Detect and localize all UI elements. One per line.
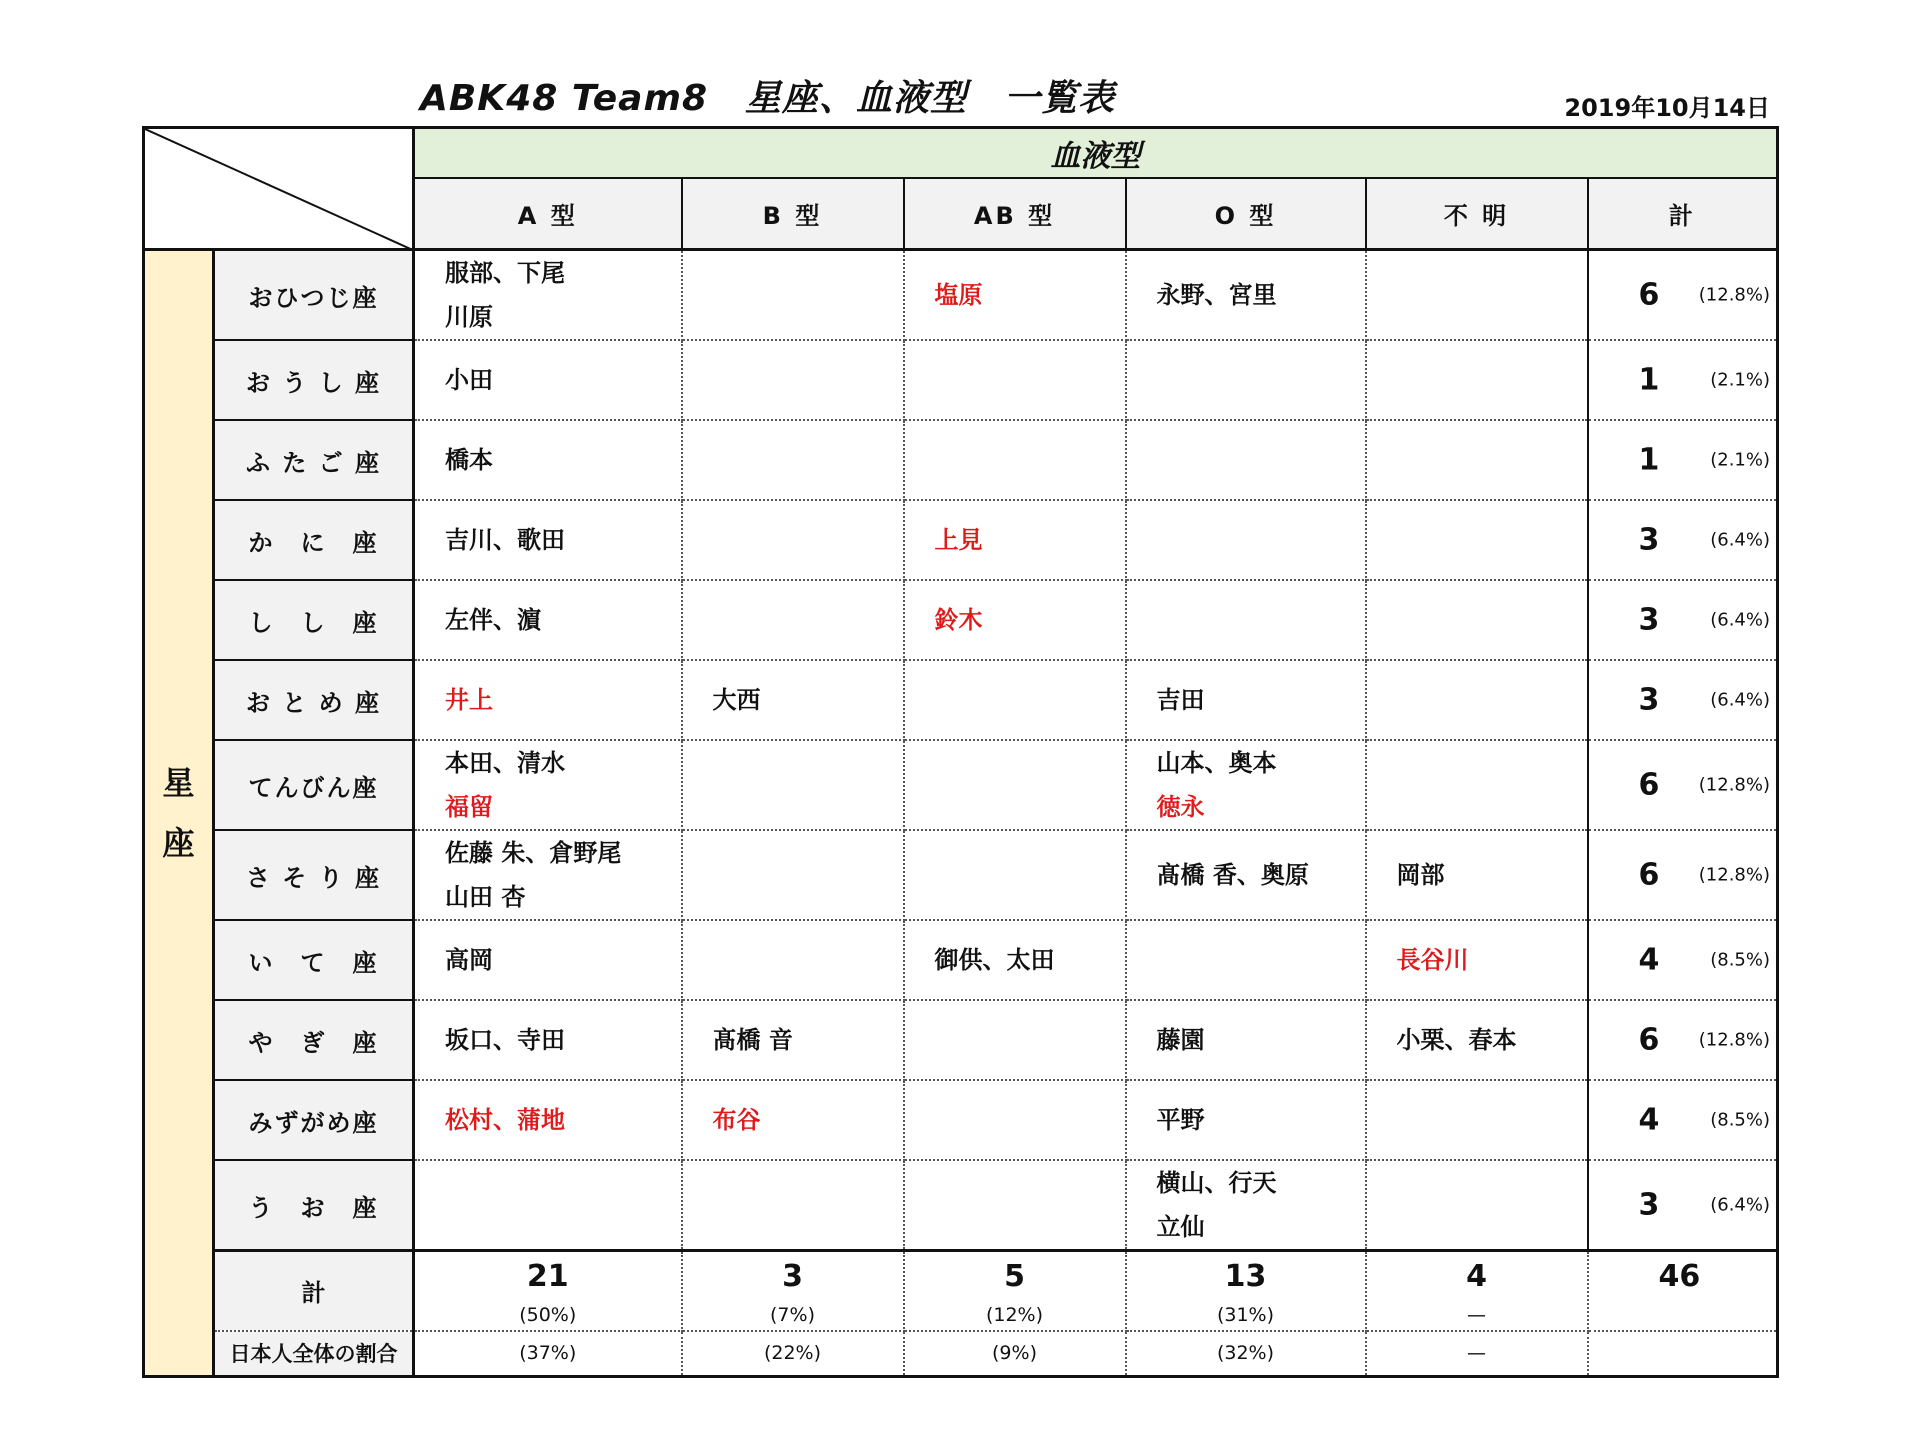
row-total-count: 3 [1638, 1187, 1660, 1223]
member-cell [1126, 340, 1366, 420]
member-cell [682, 500, 904, 580]
table-row [144, 740, 1778, 830]
member-names: 髙橋 香、奥原 [1156, 861, 1309, 889]
ratio-blank-cell [1588, 1331, 1778, 1377]
member-cell [904, 580, 1126, 660]
member-names: 川原 [445, 303, 493, 331]
row-total-percent: (2.1%) [1710, 369, 1770, 391]
member-cell [682, 250, 904, 341]
member-names: 松村、蒲地 [445, 1106, 565, 1134]
summary-percent: (31%) [1216, 1304, 1275, 1326]
row-total-count: 4 [1638, 942, 1660, 978]
summary-percent: (12%) [985, 1304, 1044, 1326]
member-names: 吉田 [1156, 686, 1205, 714]
member-cell [414, 500, 682, 580]
zodiac-sign-label: お う し 座 [214, 340, 414, 420]
ratio-cell: — [1366, 1331, 1588, 1377]
table-row [144, 500, 1778, 580]
row-total-count: 1 [1638, 362, 1660, 398]
summary-percent: (7%) [770, 1304, 815, 1326]
table-row [144, 1080, 1778, 1160]
table-row [144, 1000, 1778, 1080]
row-total-count: 6 [1638, 277, 1660, 313]
member-cell [904, 1160, 1126, 1251]
member-cell [414, 830, 682, 920]
member-names: 大西 [712, 686, 761, 714]
member-cell [414, 1000, 682, 1080]
member-cell [1126, 1000, 1366, 1080]
member-names: 山田 杏 [445, 883, 526, 911]
member-cell [1366, 830, 1588, 920]
member-cell [414, 740, 682, 830]
summary-row [144, 1251, 1778, 1331]
member-cell [904, 740, 1126, 830]
row-total-percent: (8.5%) [1710, 1109, 1770, 1131]
member-names: 左伴、濵 [445, 606, 541, 634]
row-total-percent: (2.1%) [1710, 449, 1770, 471]
row-total-percent: (12.8%) [1698, 774, 1770, 796]
zodiac-sign-label: し し 座 [214, 580, 414, 660]
row-total-cell [1588, 1000, 1778, 1080]
ratio-cell: (22%) [682, 1331, 904, 1377]
zodiac-sign-label: や ぎ 座 [214, 1000, 414, 1080]
zodiac-sign-label: か に 座 [214, 500, 414, 580]
member-cell [682, 660, 904, 740]
zodiac-group-char: 星 [162, 764, 195, 802]
member-cell [904, 920, 1126, 1000]
member-names: 鈴木 [934, 606, 983, 634]
member-cell [1126, 250, 1366, 341]
member-names: 髙橋 音 [712, 1026, 793, 1054]
member-names: 徳永 [1156, 793, 1205, 821]
table-row [144, 340, 1778, 420]
member-cell [904, 1080, 1126, 1160]
member-cell [1126, 660, 1366, 740]
zodiac-sign-label: い て 座 [214, 920, 414, 1000]
member-names: 小栗、春本 [1396, 1026, 1517, 1054]
member-cell [1366, 250, 1588, 341]
member-cell [414, 250, 682, 341]
member-cell [1366, 580, 1588, 660]
member-cell [1366, 1160, 1588, 1251]
row-total-percent: (12.8%) [1698, 284, 1770, 306]
member-names: 福留 [445, 793, 493, 821]
member-cell [1366, 500, 1588, 580]
member-cell [682, 1080, 904, 1160]
member-names: 平野 [1156, 1106, 1205, 1134]
row-total-percent: (8.5%) [1710, 949, 1770, 971]
column-header: AB 型 [904, 178, 1126, 250]
member-cell [682, 580, 904, 660]
summary-percent: (50%) [519, 1304, 577, 1326]
member-cell [904, 420, 1126, 500]
blood-type-group-header: 血液型 [414, 128, 1778, 178]
grand-total: 46 [1588, 1251, 1778, 1331]
row-total-cell [1588, 420, 1778, 500]
member-cell [682, 740, 904, 830]
column-header: O 型 [1126, 178, 1366, 250]
ratio-row [144, 1331, 1778, 1377]
table-row [144, 660, 1778, 740]
member-cell [904, 250, 1126, 341]
member-names: 井上 [445, 686, 493, 714]
column-header: B 型 [682, 178, 904, 250]
table-row [144, 580, 1778, 660]
member-names: 橋本 [445, 446, 493, 474]
table-row [144, 1160, 1778, 1251]
member-names: 上見 [934, 526, 983, 554]
member-cell [682, 340, 904, 420]
row-total-cell [1588, 740, 1778, 830]
member-cell [904, 660, 1126, 740]
member-cell [1126, 920, 1366, 1000]
zodiac-sign-label: ふ た ご 座 [214, 420, 414, 500]
member-cell [414, 660, 682, 740]
summary-total: 5 [1004, 1259, 1025, 1294]
row-total-count: 4 [1638, 1102, 1660, 1138]
row-total-percent: (12.8%) [1698, 864, 1770, 886]
member-cell [414, 340, 682, 420]
summary-label: 計 [214, 1251, 414, 1331]
member-cell [1126, 580, 1366, 660]
member-cell [682, 920, 904, 1000]
member-names: 高岡 [445, 946, 493, 974]
member-cell [1366, 1000, 1588, 1080]
member-cell [904, 500, 1126, 580]
zodiac-sign-label: う お 座 [214, 1160, 414, 1251]
ratio-label: 日本人全体の割合 [214, 1331, 414, 1377]
member-names: 立仙 [1156, 1213, 1205, 1241]
summary-total: 4 [1466, 1259, 1487, 1294]
corner-diagonal [145, 129, 414, 250]
zodiac-sign-label: おひつじ座 [214, 250, 414, 341]
row-total-percent: (6.4%) [1710, 609, 1770, 631]
member-cell [1366, 660, 1588, 740]
member-cell [1126, 1160, 1366, 1251]
member-cell [1126, 500, 1366, 580]
column-header: A 型 [414, 178, 682, 250]
summary-total: 3 [782, 1259, 803, 1294]
member-names: 御供、太田 [934, 946, 1055, 974]
member-names: 塩原 [934, 281, 983, 309]
member-cell [1126, 420, 1366, 500]
member-names: 長谷川 [1396, 946, 1469, 974]
member-cell [1366, 1080, 1588, 1160]
table-row [144, 250, 1778, 341]
member-cell [1126, 740, 1366, 830]
member-cell [1126, 830, 1366, 920]
member-cell [682, 1000, 904, 1080]
member-names: 永野、宮里 [1156, 281, 1277, 309]
table-row [144, 420, 1778, 500]
member-cell [1366, 740, 1588, 830]
table-row [144, 920, 1778, 1000]
summary-cell [1366, 1251, 1588, 1331]
zodiac-sign-label: みずがめ座 [214, 1080, 414, 1160]
ratio-cell: (32%) [1126, 1331, 1366, 1377]
member-cell [682, 1160, 904, 1251]
zodiac-group-char: 座 [162, 824, 195, 862]
member-cell [1366, 920, 1588, 1000]
member-cell [414, 420, 682, 500]
member-cell [414, 1080, 682, 1160]
row-total-count: 3 [1638, 602, 1660, 638]
member-names: 岡部 [1396, 861, 1445, 889]
member-cell [414, 920, 682, 1000]
member-names: 吉川、歌田 [445, 526, 565, 554]
member-cell [1126, 1080, 1366, 1160]
row-total-percent: (6.4%) [1710, 529, 1770, 551]
row-total-cell [1588, 830, 1778, 920]
member-cell [414, 580, 682, 660]
member-names: 服部、下尾 [445, 259, 565, 287]
row-total-cell [1588, 1160, 1778, 1251]
row-total-count: 3 [1638, 682, 1660, 718]
member-cell [904, 830, 1126, 920]
zodiac-group-label [144, 250, 214, 1377]
zodiac-sign-label: さ そ り 座 [214, 830, 414, 920]
ratio-cell: (9%) [904, 1331, 1126, 1377]
summary-total: 13 [1224, 1259, 1267, 1294]
summary-total: 21 [526, 1259, 569, 1294]
corner-cell [144, 128, 414, 250]
summary-cell [414, 1251, 682, 1331]
row-total-count: 1 [1638, 442, 1660, 478]
member-cell [682, 830, 904, 920]
member-names: 佐藤 朱、倉野尾 [445, 839, 622, 867]
member-cell [904, 340, 1126, 420]
row-total-count: 3 [1638, 522, 1660, 558]
member-names: 小田 [445, 366, 493, 394]
member-names: 藤園 [1156, 1026, 1205, 1054]
table-row [144, 830, 1778, 920]
member-cell [904, 1000, 1126, 1080]
summary-cell [904, 1251, 1126, 1331]
row-total-count: 6 [1638, 1022, 1660, 1058]
member-names: 山本、奥本 [1156, 749, 1277, 777]
row-total-percent: (12.8%) [1698, 1029, 1770, 1051]
row-total-cell [1588, 340, 1778, 420]
summary-cell [682, 1251, 904, 1331]
document-date: 2019年10月14日 [1564, 94, 1770, 122]
summary-percent: — [1467, 1304, 1486, 1326]
row-total-count: 6 [1638, 857, 1660, 893]
column-header: 計 [1588, 178, 1778, 250]
member-cell [682, 420, 904, 500]
member-names: 坂口、寺田 [445, 1026, 565, 1054]
zodiac-sign-label: お と め 座 [214, 660, 414, 740]
member-cell [1366, 340, 1588, 420]
row-total-cell [1588, 250, 1778, 341]
zodiac-bloodtype-table [142, 126, 1779, 1378]
row-total-percent: (6.4%) [1710, 1194, 1770, 1216]
member-cell [1366, 420, 1588, 500]
row-total-count: 6 [1638, 767, 1660, 803]
member-names: 横山、行天 [1156, 1169, 1277, 1197]
row-total-cell [1588, 920, 1778, 1000]
row-total-cell [1588, 500, 1778, 580]
row-total-cell [1588, 580, 1778, 660]
ratio-cell: (37%) [414, 1331, 682, 1377]
page-title: ABK48 Team8 星座、血液型 一覧表 [420, 78, 1116, 119]
row-total-cell [1588, 1080, 1778, 1160]
member-names: 本田、清水 [445, 749, 565, 777]
row-total-percent: (6.4%) [1710, 689, 1770, 711]
row-total-cell [1588, 660, 1778, 740]
zodiac-sign-label: てんびん座 [214, 740, 414, 830]
member-names: 布谷 [712, 1106, 761, 1134]
member-cell [414, 1160, 682, 1251]
summary-cell [1126, 1251, 1366, 1331]
column-header: 不 明 [1366, 178, 1588, 250]
